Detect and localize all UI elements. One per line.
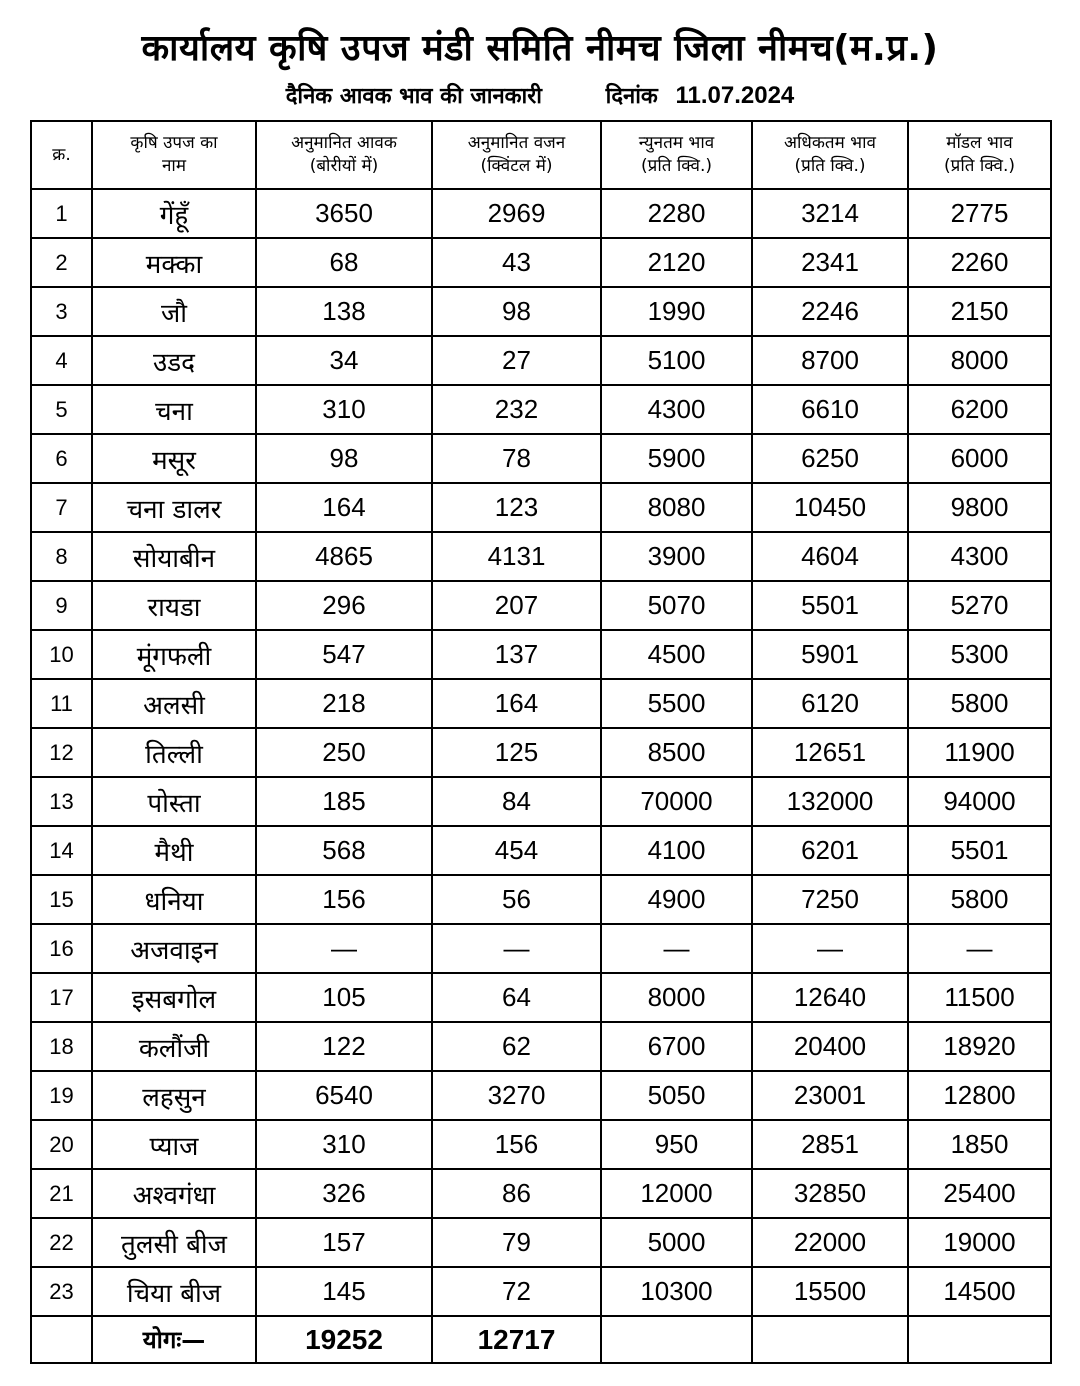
cell-max-price: 12651 xyxy=(752,728,908,777)
cell-weight: 43 xyxy=(432,238,601,287)
cell-crop: धनिया xyxy=(92,875,256,924)
cell-crop: प्याज xyxy=(92,1120,256,1169)
cell-sno: 8 xyxy=(31,532,92,581)
cell-model-price: 2775 xyxy=(908,189,1051,238)
cell-crop: अश्वगंधा xyxy=(92,1169,256,1218)
table-row xyxy=(31,336,1051,385)
cell-arrival: 310 xyxy=(256,1120,432,1169)
cell-max-price: 6610 xyxy=(752,385,908,434)
cell-sno: 13 xyxy=(31,777,92,826)
table-row xyxy=(31,434,1051,483)
cell-crop: तुलसी बीज xyxy=(92,1218,256,1267)
cell-weight: 72 xyxy=(432,1267,601,1316)
cell-min-price: 4300 xyxy=(601,385,752,434)
cell-weight: 86 xyxy=(432,1169,601,1218)
total-arrival: 19252 xyxy=(256,1316,432,1363)
cell-model-price: 19000 xyxy=(908,1218,1051,1267)
cell-crop: अलसी xyxy=(92,679,256,728)
cell-crop: अजवाइन xyxy=(92,924,256,973)
cell-weight: 164 xyxy=(432,679,601,728)
cell-crop: इसबगोल xyxy=(92,973,256,1022)
cell-max-price: 15500 xyxy=(752,1267,908,1316)
report-subtitle-line xyxy=(0,80,1080,110)
cell-arrival: 310 xyxy=(256,385,432,434)
cell-model-price: 12800 xyxy=(908,1071,1051,1120)
cell-arrival: 157 xyxy=(256,1218,432,1267)
column-header-sno: क्र. xyxy=(31,121,92,189)
cell-arrival: 3650 xyxy=(256,189,432,238)
cell-arrival: 145 xyxy=(256,1267,432,1316)
cell-max-price: 132000 xyxy=(752,777,908,826)
cell-weight: 207 xyxy=(432,581,601,630)
cell-crop: चना डालर xyxy=(92,483,256,532)
cell-model-price: 14500 xyxy=(908,1267,1051,1316)
table-row xyxy=(31,924,1051,973)
total-empty-cell xyxy=(752,1316,908,1363)
cell-max-price: 3214 xyxy=(752,189,908,238)
cell-weight: 137 xyxy=(432,630,601,679)
cell-weight: 4131 xyxy=(432,532,601,581)
cell-max-price: 4604 xyxy=(752,532,908,581)
cell-weight: 64 xyxy=(432,973,601,1022)
cell-weight: 156 xyxy=(432,1120,601,1169)
table-row xyxy=(31,777,1051,826)
cell-weight: 2969 xyxy=(432,189,601,238)
cell-crop: मैथी xyxy=(92,826,256,875)
table-row xyxy=(31,630,1051,679)
cell-model-price: 5300 xyxy=(908,630,1051,679)
table-row xyxy=(31,385,1051,434)
cell-arrival: 105 xyxy=(256,973,432,1022)
cell-arrival: 326 xyxy=(256,1169,432,1218)
cell-min-price: — xyxy=(601,924,752,973)
cell-sno: 17 xyxy=(31,973,92,1022)
cell-crop: सोयाबीन xyxy=(92,532,256,581)
cell-crop: जौ xyxy=(92,287,256,336)
cell-min-price: 1990 xyxy=(601,287,752,336)
cell-sno: 10 xyxy=(31,630,92,679)
cell-sno: 22 xyxy=(31,1218,92,1267)
cell-max-price: 7250 xyxy=(752,875,908,924)
table-row xyxy=(31,532,1051,581)
cell-weight: — xyxy=(432,924,601,973)
page-title: कार्यालय कृषि उपज मंडी समिति नीमच जिला नीमच(म.प्र.) xyxy=(141,28,939,69)
table-row xyxy=(31,287,1051,336)
cell-weight: 56 xyxy=(432,875,601,924)
table-row xyxy=(31,1218,1051,1267)
cell-arrival: 122 xyxy=(256,1022,432,1071)
cell-sno: 21 xyxy=(31,1169,92,1218)
cell-max-price: 6201 xyxy=(752,826,908,875)
cell-model-price: 11500 xyxy=(908,973,1051,1022)
cell-crop: मूंगफली xyxy=(92,630,256,679)
cell-sno: 5 xyxy=(31,385,92,434)
table-row xyxy=(31,973,1051,1022)
cell-sno: 19 xyxy=(31,1071,92,1120)
cell-weight: 98 xyxy=(432,287,601,336)
cell-weight: 3270 xyxy=(432,1071,601,1120)
cell-sno: 18 xyxy=(31,1022,92,1071)
cell-arrival: 164 xyxy=(256,483,432,532)
cell-max-price: 2851 xyxy=(752,1120,908,1169)
cell-crop: मसूर xyxy=(92,434,256,483)
cell-max-price: 22000 xyxy=(752,1218,908,1267)
cell-min-price: 5100 xyxy=(601,336,752,385)
total-weight: 12717 xyxy=(432,1316,601,1363)
cell-sno: 23 xyxy=(31,1267,92,1316)
column-header-max-price: अधिकतम भाव (प्रति क्वि.) xyxy=(752,121,908,189)
table-row xyxy=(31,679,1051,728)
cell-model-price: 1850 xyxy=(908,1120,1051,1169)
cell-weight: 123 xyxy=(432,483,601,532)
cell-max-price: 2341 xyxy=(752,238,908,287)
cell-min-price: 3900 xyxy=(601,532,752,581)
cell-model-price: 2150 xyxy=(908,287,1051,336)
cell-model-price: 4300 xyxy=(908,532,1051,581)
cell-sno: 11 xyxy=(31,679,92,728)
cell-max-price: — xyxy=(752,924,908,973)
cell-min-price: 4500 xyxy=(601,630,752,679)
cell-crop: उडद xyxy=(92,336,256,385)
report-date: 11.07.2024 xyxy=(675,82,795,109)
table-row xyxy=(31,189,1051,238)
table-row xyxy=(31,238,1051,287)
cell-model-price: 8000 xyxy=(908,336,1051,385)
cell-arrival: 250 xyxy=(256,728,432,777)
cell-model-price: 2260 xyxy=(908,238,1051,287)
cell-min-price: 5000 xyxy=(601,1218,752,1267)
cell-sno: 20 xyxy=(31,1120,92,1169)
total-row xyxy=(31,1316,1051,1363)
total-empty-cell xyxy=(601,1316,752,1363)
date-label: दिनांक xyxy=(605,84,658,109)
cell-model-price: 25400 xyxy=(908,1169,1051,1218)
cell-min-price: 8080 xyxy=(601,483,752,532)
cell-weight: 79 xyxy=(432,1218,601,1267)
cell-model-price: 5800 xyxy=(908,875,1051,924)
cell-arrival: 218 xyxy=(256,679,432,728)
cell-model-price: 5800 xyxy=(908,679,1051,728)
cell-crop: तिल्ली xyxy=(92,728,256,777)
cell-max-price: 2246 xyxy=(752,287,908,336)
cell-max-price: 32850 xyxy=(752,1169,908,1218)
cell-weight: 27 xyxy=(432,336,601,385)
cell-sno: 4 xyxy=(31,336,92,385)
cell-model-price: 6000 xyxy=(908,434,1051,483)
cell-min-price: 5050 xyxy=(601,1071,752,1120)
cell-crop: गेंहूँ xyxy=(92,189,256,238)
column-header-weight: अनुमानित वजन (क्विंटल में) xyxy=(432,121,601,189)
table-row xyxy=(31,483,1051,532)
cell-max-price: 6250 xyxy=(752,434,908,483)
cell-crop: चना xyxy=(92,385,256,434)
table-row xyxy=(31,581,1051,630)
cell-arrival: 296 xyxy=(256,581,432,630)
cell-min-price: 4900 xyxy=(601,875,752,924)
cell-arrival: 6540 xyxy=(256,1071,432,1120)
cell-sno: 16 xyxy=(31,924,92,973)
column-header-min-price: न्युनतम भाव (प्रति क्वि.) xyxy=(601,121,752,189)
cell-min-price: 8000 xyxy=(601,973,752,1022)
table-header-row xyxy=(31,121,1051,189)
cell-sno: 1 xyxy=(31,189,92,238)
cell-crop: चिया बीज xyxy=(92,1267,256,1316)
cell-min-price: 12000 xyxy=(601,1169,752,1218)
cell-model-price: 6200 xyxy=(908,385,1051,434)
column-header-crop: कृषि उपज का नाम xyxy=(92,121,256,189)
table-row xyxy=(31,826,1051,875)
cell-min-price: 5070 xyxy=(601,581,752,630)
cell-min-price: 2280 xyxy=(601,189,752,238)
total-empty-cell xyxy=(31,1316,92,1363)
cell-min-price: 5500 xyxy=(601,679,752,728)
cell-min-price: 5900 xyxy=(601,434,752,483)
cell-min-price: 8500 xyxy=(601,728,752,777)
cell-weight: 84 xyxy=(432,777,601,826)
cell-max-price: 23001 xyxy=(752,1071,908,1120)
cell-weight: 454 xyxy=(432,826,601,875)
cell-weight: 125 xyxy=(432,728,601,777)
table-row xyxy=(31,1120,1051,1169)
cell-arrival: 547 xyxy=(256,630,432,679)
cell-arrival: 138 xyxy=(256,287,432,336)
cell-min-price: 6700 xyxy=(601,1022,752,1071)
cell-weight: 62 xyxy=(432,1022,601,1071)
cell-sno: 15 xyxy=(31,875,92,924)
table-row xyxy=(31,1022,1051,1071)
cell-model-price: 9800 xyxy=(908,483,1051,532)
cell-arrival: 156 xyxy=(256,875,432,924)
cell-arrival: 68 xyxy=(256,238,432,287)
cell-model-price: 94000 xyxy=(908,777,1051,826)
total-empty-cell xyxy=(908,1316,1051,1363)
cell-model-price: 5270 xyxy=(908,581,1051,630)
cell-arrival: — xyxy=(256,924,432,973)
cell-arrival: 568 xyxy=(256,826,432,875)
report-subtitle: दैनिक आवक भाव की जानकारी xyxy=(285,84,542,109)
cell-max-price: 5901 xyxy=(752,630,908,679)
table-row xyxy=(31,1169,1051,1218)
cell-crop: मक्का xyxy=(92,238,256,287)
cell-weight: 78 xyxy=(432,434,601,483)
total-label: योगः— xyxy=(92,1316,256,1363)
cell-arrival: 34 xyxy=(256,336,432,385)
cell-max-price: 5501 xyxy=(752,581,908,630)
cell-crop: कलौंजी xyxy=(92,1022,256,1071)
cell-sno: 9 xyxy=(31,581,92,630)
cell-model-price: 18920 xyxy=(908,1022,1051,1071)
cell-model-price: 5501 xyxy=(908,826,1051,875)
cell-min-price: 70000 xyxy=(601,777,752,826)
cell-crop: लहसुन xyxy=(92,1071,256,1120)
cell-min-price: 10300 xyxy=(601,1267,752,1316)
cell-sno: 14 xyxy=(31,826,92,875)
cell-max-price: 12640 xyxy=(752,973,908,1022)
cell-weight: 232 xyxy=(432,385,601,434)
cell-sno: 7 xyxy=(31,483,92,532)
cell-sno: 6 xyxy=(31,434,92,483)
cell-min-price: 4100 xyxy=(601,826,752,875)
cell-sno: 2 xyxy=(31,238,92,287)
cell-model-price: 11900 xyxy=(908,728,1051,777)
cell-max-price: 10450 xyxy=(752,483,908,532)
cell-crop: पोस्ता xyxy=(92,777,256,826)
column-header-model-price: मॉडल भाव (प्रति क्वि.) xyxy=(908,121,1051,189)
cell-max-price: 6120 xyxy=(752,679,908,728)
cell-min-price: 950 xyxy=(601,1120,752,1169)
mandi-rates-table xyxy=(30,120,1052,1364)
column-header-arrival: अनुमानित आवक (बोरीयों में) xyxy=(256,121,432,189)
cell-min-price: 2120 xyxy=(601,238,752,287)
table-row xyxy=(31,728,1051,777)
table-row xyxy=(31,1071,1051,1120)
cell-arrival: 98 xyxy=(256,434,432,483)
cell-arrival: 185 xyxy=(256,777,432,826)
cell-crop: रायडा xyxy=(92,581,256,630)
cell-arrival: 4865 xyxy=(256,532,432,581)
table-row xyxy=(31,1267,1051,1316)
cell-model-price: — xyxy=(908,924,1051,973)
table-row xyxy=(31,875,1051,924)
cell-sno: 3 xyxy=(31,287,92,336)
cell-max-price: 8700 xyxy=(752,336,908,385)
cell-sno: 12 xyxy=(31,728,92,777)
cell-max-price: 20400 xyxy=(752,1022,908,1071)
